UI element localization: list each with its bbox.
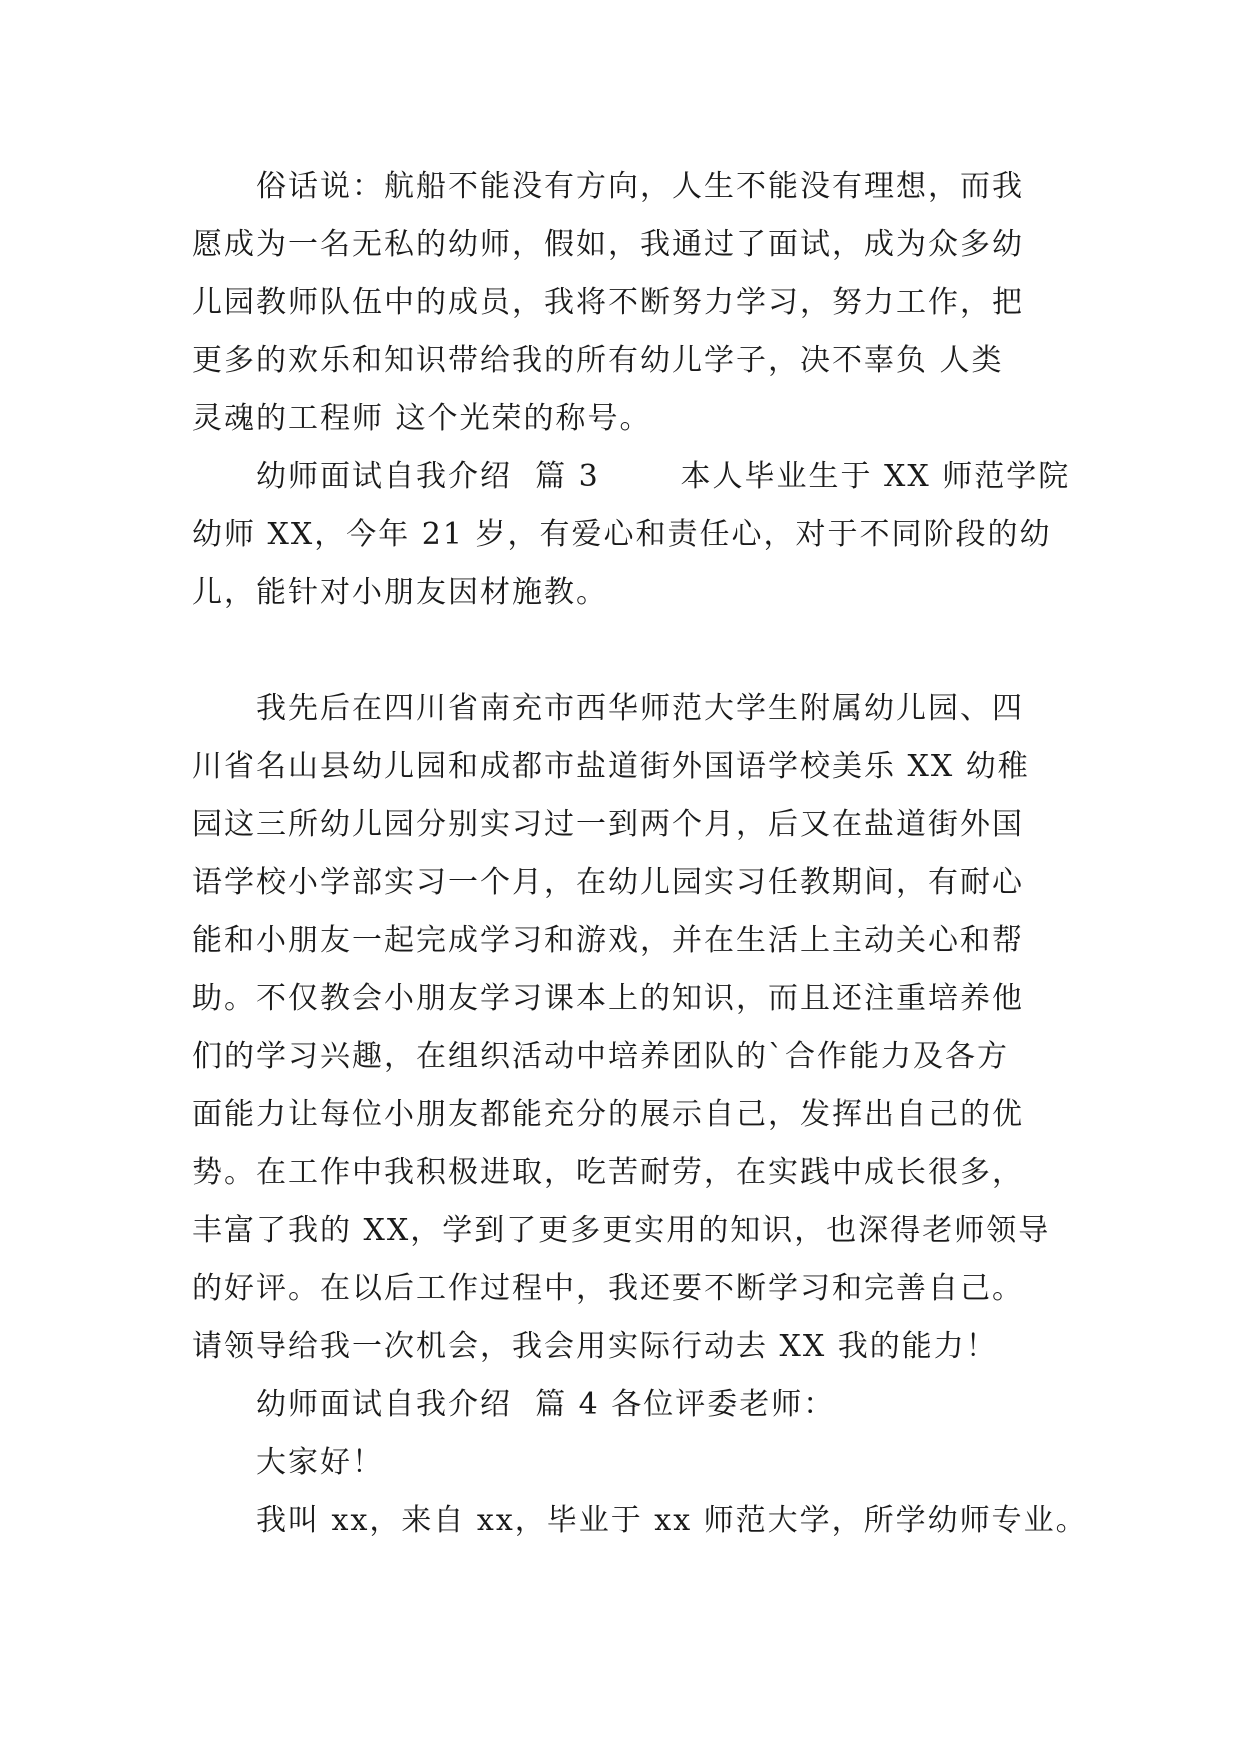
- text-line: 幼师面试自我介绍 篇 3 本人毕业生于 XX 师范学院: [256, 459, 1071, 494]
- text-line: 语学校小学部实习一个月，在幼儿园实习任教期间，有耐心: [192, 865, 1024, 900]
- text-line: 俗话说：航船不能没有方向，人生不能没有理想，而我: [256, 169, 1024, 204]
- text-line: 的好评。在以后工作过程中，我还要不断学习和完善自己。: [192, 1271, 1024, 1306]
- text-line: 灵魂的工程师 这个光荣的称号。: [192, 401, 652, 436]
- text-line: 丰富了我的 XX，学到了更多更实用的知识，也深得老师领导: [192, 1213, 1051, 1248]
- text-line: 助。不仅教会小朋友学习课本上的知识，而且还注重培养他: [192, 981, 1024, 1016]
- document-body: [192, 158, 1088, 1550]
- paragraph-spacer: [192, 622, 1052, 680]
- text-line: 能和小朋友一起完成学习和游戏，并在生活上主动关心和帮: [192, 923, 1024, 958]
- text-line: 儿园教师队伍中的成员，我将不断努力学习，努力工作，把: [192, 285, 1024, 320]
- text-line: 川省名山县幼儿园和成都市盐道街外国语学校美乐 XX 幼稚: [192, 749, 1030, 784]
- paragraph-3: [192, 680, 1052, 1376]
- paragraph-1: [192, 158, 1052, 448]
- text-line: 儿，能针对小朋友因材施教。: [192, 575, 608, 610]
- text-line: 园这三所幼儿园分别实习过一到两个月，后又在盐道街外国: [192, 807, 1024, 842]
- text-line: 们的学习兴趣，在组织活动中培养团队的`合作能力及各方: [192, 1039, 1009, 1074]
- paragraph-4: [192, 1376, 1052, 1434]
- text-line: 大家好！: [256, 1445, 384, 1480]
- text-line: 幼师 XX，今年 21 岁，有爱心和责任心，对于不同阶段的幼: [192, 517, 1052, 552]
- text-line: 我叫 xx，来自 xx，毕业于 xx 师范大学，所学幼师专业。: [256, 1503, 1088, 1538]
- text-line: 面能力让每位小朋友都能充分的展示自己，发挥出自己的优: [192, 1097, 1024, 1132]
- text-line: 幼师面试自我介绍 篇 4 各位评委老师：: [256, 1387, 836, 1422]
- text-line: 势。在工作中我积极进取，吃苦耐劳，在实践中成长很多，: [192, 1155, 1024, 1190]
- text-line: 我先后在四川省南充市西华师范大学生附属幼儿园、四: [256, 691, 1024, 726]
- text-line: 更多的欢乐和知识带给我的所有幼儿学子，决不辜负 人类: [192, 343, 1004, 378]
- text-line: 愿成为一名无私的幼师，假如，我通过了面试，成为众多幼: [192, 227, 1024, 262]
- paragraph-6: [192, 1492, 1088, 1550]
- paragraph-2: [192, 448, 1071, 622]
- text-line: 请领导给我一次机会，我会用实际行动去 XX 我的能力！: [192, 1329, 998, 1364]
- paragraph-5: [192, 1434, 1052, 1492]
